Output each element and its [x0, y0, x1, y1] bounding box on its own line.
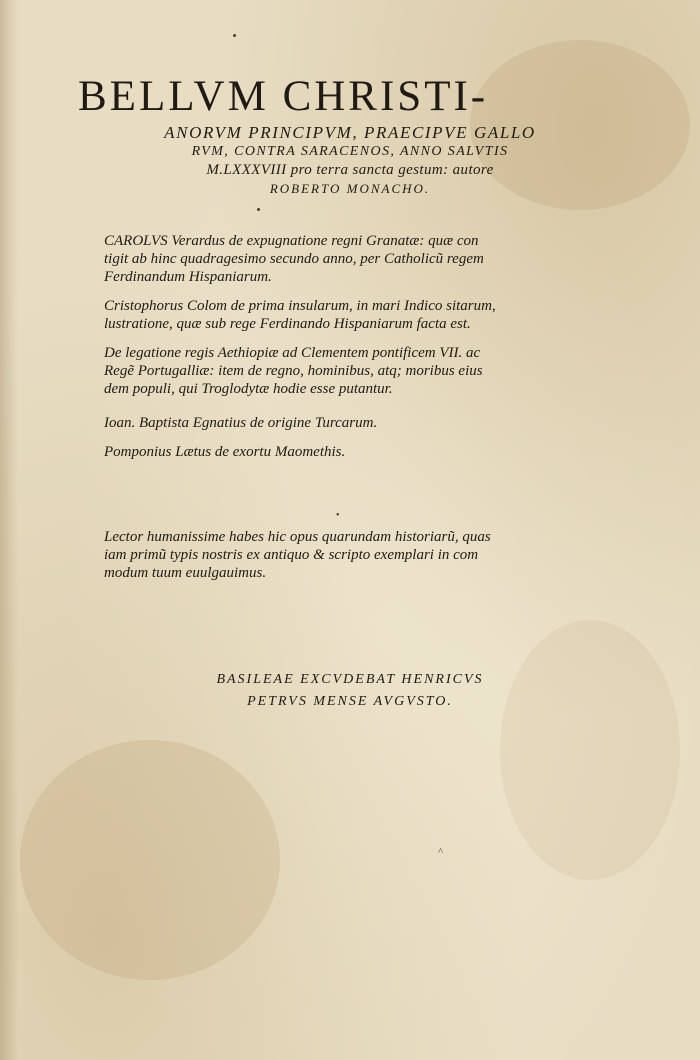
ink-speck — [257, 208, 260, 211]
contents-entry-verardus — [104, 232, 574, 286]
ornament-dot: • — [336, 510, 340, 521]
contents-entry-aethiopia — [104, 344, 574, 398]
ink-speck — [233, 34, 236, 37]
entry-line: Pomponius Lætus de exortu Maomethis. — [104, 444, 346, 460]
imprint-line-1: BASILEAE EXCVDEBAT HENRICVS — [216, 672, 484, 687]
contents-entry-laetus — [104, 443, 574, 461]
entry-line: lustratione, quæ sub rege Ferdinando Hispaniarum facta est. — [104, 316, 471, 332]
entry-line: modum tuum euulgauimus. — [104, 565, 267, 581]
book-title: BELLVM CHRISTI- — [78, 73, 489, 120]
title-line-3: RVM, CONTRA SARACENOS, ANNO SALVTIS — [191, 144, 509, 159]
contents-entry-colom — [104, 297, 574, 333]
entry-line: De legatione regis Aethiopiæ ad Clementem pontificem VII. ac — [104, 345, 481, 361]
entry-line: tigit ab hinc quadragesimo secundo anno, per Catholicũ regem — [104, 251, 484, 267]
paper-stain — [20, 740, 280, 980]
entry-line: Cristophorus Colom de prima insularum, in mari Indico sitarum, — [104, 298, 496, 314]
entry-line: CAROLVS Verardus de expugnatione regni Granatæ: quæ con — [104, 233, 479, 249]
title-line-4: M.LXXXVIII pro terra sancta gestum: autore — [206, 162, 494, 178]
entry-line: dem populi, qui Troglodytæ hodie esse putantur. — [104, 381, 393, 397]
imprint-line-2: PETRVS MENSE AVGVSTO. — [247, 694, 453, 709]
title-line-2: ANORVM PRINCIPVM, PRAECIPVE GALLO — [164, 123, 536, 142]
entry-line: Ferdinandum Hispaniarum. — [104, 269, 272, 285]
entry-line: Regẽ Portugalliæ: item de regno, hominibus, atq; moribus eius — [104, 363, 483, 379]
entry-line: iam primũ typis nostris ex antiquo & scripto exemplari in com — [104, 547, 479, 563]
entry-line: Ioan. Baptista Egnatius de origine Turcarum. — [104, 415, 378, 431]
paper-stain — [500, 620, 680, 880]
caret-mark: ^ — [438, 846, 444, 858]
author-line: ROBERTO MONACHO. — [269, 181, 431, 196]
page-edge-shadow — [0, 0, 18, 1060]
contents-entry-egnatius — [104, 414, 574, 432]
preface-to-reader — [104, 528, 574, 582]
entry-line: Lector humanissime habes hic opus quarundam historiarũ, quas — [104, 529, 491, 545]
